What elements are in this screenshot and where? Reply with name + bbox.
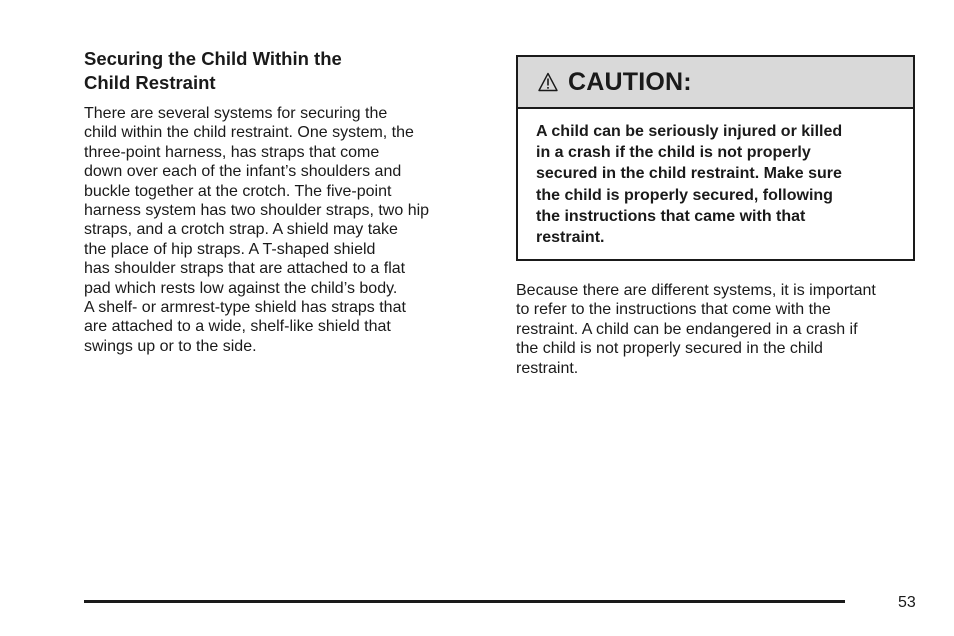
text-line: straps, and a crotch strap. A shield may take — [84, 221, 398, 239]
left-body-paragraph — [84, 104, 484, 356]
text-line: pad which rests low against the child’s body. — [84, 279, 398, 297]
text-line: to refer to the instructions that come with the — [516, 301, 831, 319]
text-line: buckle together at the crotch. The five-point — [84, 182, 392, 200]
heading-line: Securing the Child Within the — [84, 48, 342, 69]
text-line: child within the child restraint. One system, the — [84, 124, 414, 142]
caution-text — [518, 109, 913, 248]
text-line: the child is not properly secured in the child — [516, 340, 823, 358]
caution-box — [516, 55, 915, 261]
text-line: A shelf- or armrest-type shield has straps that — [84, 299, 406, 317]
text-line: the child is properly secured, following — [536, 186, 833, 204]
section-heading — [84, 47, 474, 95]
text-line: three-point harness, has straps that come — [84, 143, 380, 161]
page-number: 53 — [898, 594, 916, 611]
warning-triangle-icon — [538, 72, 558, 92]
text-line: the place of hip straps. A T-shaped shield — [84, 240, 376, 258]
right-body-paragraph — [516, 281, 926, 378]
heading-line: Child Restraint — [84, 72, 216, 93]
text-line: the instructions that came with that — [536, 207, 806, 225]
text-line: restraint. A child can be endangered in a crash if — [516, 320, 858, 338]
text-line: restraint. — [516, 359, 579, 377]
text-line: A child can be seriously injured or killed — [536, 123, 843, 140]
text-line: down over each of the infant’s shoulders and — [84, 163, 402, 181]
text-line: swings up or to the side. — [84, 337, 257, 355]
text-line: secured in the child restraint. Make sure — [536, 165, 842, 183]
footer-rule — [84, 600, 845, 603]
text-line: has shoulder straps that are attached to a flat — [84, 260, 406, 278]
text-line: There are several systems for securing the — [84, 105, 388, 122]
text-line: in a crash if the child is not properly — [536, 144, 811, 162]
text-line: harness system has two shoulder straps, two hip — [84, 202, 430, 220]
caution-title: CAUTION: — [568, 67, 692, 96]
text-line: are attached to a wide, shelf-like shield that — [84, 318, 391, 336]
text-line: restraint. — [536, 229, 605, 247]
text-line: Because there are different systems, it is important — [516, 282, 876, 299]
caution-header — [518, 57, 913, 109]
